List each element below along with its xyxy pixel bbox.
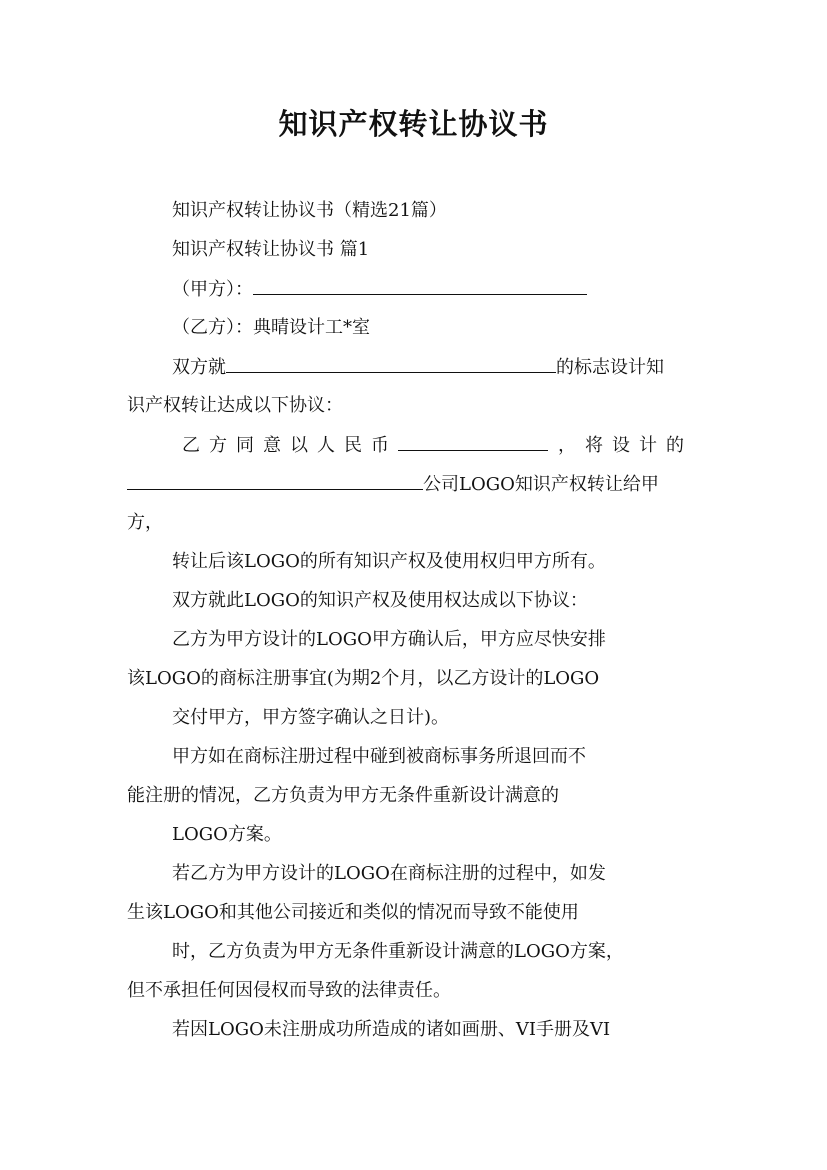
paragraph-2-prefix: 乙方同意以人民币 bbox=[182, 435, 398, 456]
paragraph-5-line-2: 该LOGO的商标注册事宜(为期2个月，以乙方设计的LOGO bbox=[127, 668, 600, 689]
paragraph-1-line-1 bbox=[172, 354, 664, 381]
paragraph-4: 双方就此LOGO的知识产权及使用权达成以下协议： bbox=[172, 590, 588, 611]
design-subject-blank[interactable] bbox=[226, 354, 556, 373]
paragraph-1-prefix: 双方就 bbox=[172, 357, 226, 378]
paragraph-7-line-3: 时，乙方负责为甲方无条件重新设计满意的LOGO方案， bbox=[172, 941, 624, 962]
company-name-blank[interactable] bbox=[127, 471, 423, 490]
paragraph-7-line-4: 但不承担任何因侵权而导致的法律责任。 bbox=[127, 980, 451, 1001]
paragraph-6-line-3: LOGO方案。 bbox=[172, 824, 282, 845]
paragraph-2-line-2 bbox=[127, 471, 659, 498]
document-title: 知识产权转让协议书 bbox=[278, 107, 549, 141]
paragraph-2-suffix: ，将设计的 bbox=[558, 435, 693, 456]
paragraph-5-line-3: 交付甲方，甲方签字确认之日计)。 bbox=[172, 707, 450, 728]
paragraph-5-line-1: 乙方为甲方设计的LOGO甲方确认后，甲方应尽快安排 bbox=[172, 629, 606, 650]
paragraph-7-line-2: 生该LOGO和其他公司接近和类似的情况而导致不能使用 bbox=[127, 902, 579, 923]
party-a-label: （甲方）： bbox=[172, 279, 253, 300]
party-a-line bbox=[172, 276, 587, 303]
paragraph-1-suffix: 的标志设计知 bbox=[556, 357, 664, 378]
paragraph-2-line-3: 方， bbox=[127, 512, 163, 533]
price-blank[interactable] bbox=[398, 432, 548, 451]
paragraph-7-line-1: 若乙方为甲方设计的LOGO在商标注册的过程中，如发 bbox=[172, 863, 606, 884]
document-subtitle: 知识产权转让协议书（精选21篇） bbox=[172, 200, 447, 221]
paragraph-1-line-2: 识产权转让达成以下协议： bbox=[127, 395, 343, 416]
paragraph-3: 转让后该LOGO的所有知识产权及使用权归甲方所有。 bbox=[172, 551, 606, 572]
paragraph-6-line-2: 能注册的情况，乙方负责为甲方无条件重新设计满意的 bbox=[127, 785, 559, 806]
part-heading: 知识产权转让协议书 篇1 bbox=[172, 239, 370, 260]
party-a-blank[interactable] bbox=[253, 276, 587, 295]
party-b-line: （乙方）：典晴设计工*室 bbox=[172, 317, 370, 338]
paragraph-6-line-1: 甲方如在商标注册过程中碰到被商标事务所退回而不 bbox=[172, 746, 586, 767]
paragraph-2-line-2-suffix: 公司LOGO知识产权转让给甲 bbox=[423, 474, 659, 495]
paragraph-2-line-1 bbox=[182, 432, 693, 459]
paragraph-8-line-1: 若因LOGO未注册成功所造成的诸如画册、VI手册及VI bbox=[172, 1019, 611, 1040]
